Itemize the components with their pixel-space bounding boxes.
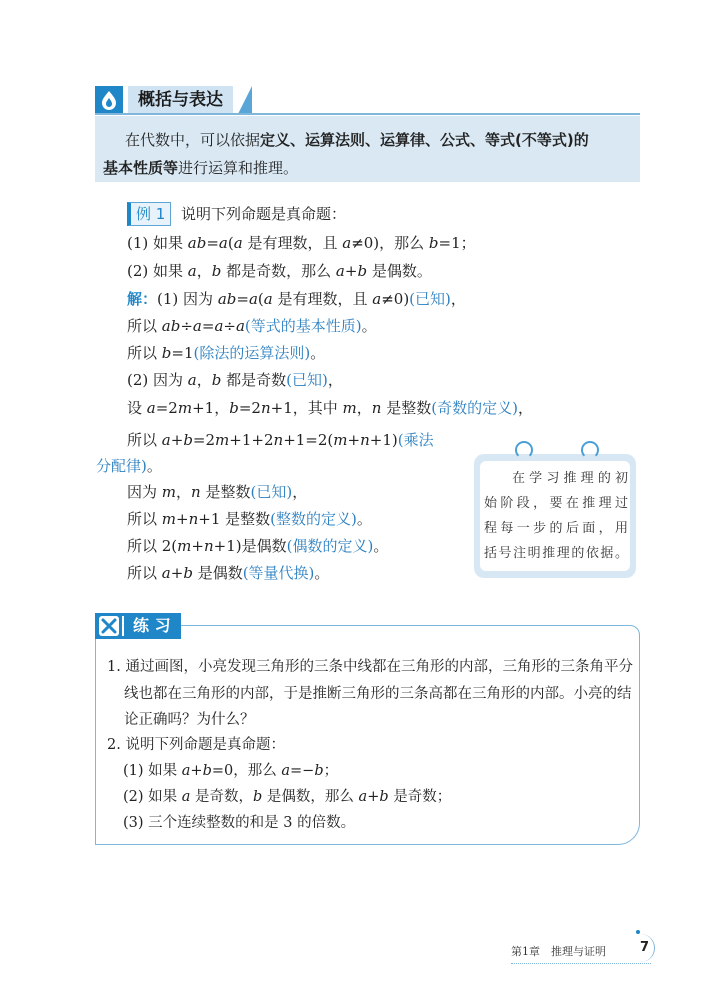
solution-line-1: 解：(1) 因为 ab=a(a 是有理数，且 a≠0)(已知)， bbox=[127, 290, 466, 308]
practice-1-line-1: 1. 通过画图，小亮发现三角形的三条中线都在三角形的内部，三角形的三条角平分 bbox=[107, 659, 633, 675]
practice-tag bbox=[95, 613, 181, 639]
pencil-ruler-icon bbox=[99, 616, 119, 636]
binder-ring-icon bbox=[581, 441, 599, 459]
solution-line-8: 所以 m+n+1 是整数(整数的定义)。 bbox=[127, 510, 372, 528]
footer-chapter: 第1章 推理与证明 bbox=[511, 945, 606, 958]
flame-icon bbox=[95, 86, 123, 114]
summary-box: 在代数中，可以依据定义、运算法则、运算律、公式、等式(不等式)的 基本性质等进行运算和推理。 bbox=[95, 116, 640, 182]
practice-2-item-3: (3) 三个连续整数的和是 3 的倍数。 bbox=[123, 815, 356, 831]
section-title: 概括与表达 bbox=[128, 86, 233, 114]
solution-line-10: 所以 a+b 是偶数(等量代换)。 bbox=[127, 564, 330, 582]
practice-title: 练 习 bbox=[133, 616, 171, 635]
example-tag: 例 1 bbox=[127, 202, 171, 226]
solution-line-6b: 分配律)。 bbox=[96, 457, 162, 475]
question-2: (2) 如果 a，b 都是奇数，那么 a+b 是偶数。 bbox=[127, 262, 432, 280]
solution-line-4: (2) 因为 a，b 都是奇数(已知)， bbox=[127, 371, 343, 389]
solution-line-6: 所以 a+b=2m+1+2n+1=2(m+n+1)(乘法 bbox=[127, 431, 434, 449]
solution-line-9: 所以 2(m+n+1)是偶数(偶数的定义)。 bbox=[127, 537, 389, 555]
footer-dotted-line bbox=[511, 963, 651, 964]
question-1: (1) 如果 ab=a(a 是有理数，且 a≠0)，那么 b=1； bbox=[127, 234, 476, 252]
practice-divider bbox=[122, 616, 124, 636]
practice-1-line-2: 线也都在三角形的内部，于是推断三角形的三条高都在三角形的内部。小亮的结 bbox=[124, 686, 632, 702]
solution-line-2: 所以 ab÷a=a÷a(等式的基本性质)。 bbox=[127, 317, 377, 335]
solution-line-3: 所以 b=1(除法的运算法则)。 bbox=[127, 344, 326, 362]
practice-2-prompt: 2. 说明下列命题是真命题： bbox=[107, 737, 285, 753]
solution-line-7: 因为 m，n 是整数(已知)， bbox=[127, 483, 308, 501]
header-tail bbox=[238, 86, 252, 114]
practice-2-item-1: (1) 如果 a+b=0，那么 a=−b； bbox=[123, 763, 339, 779]
note-text: 在学习推理的初 始阶段，要在推理过 程每一步的后面，用 括号注明推理的依据。 bbox=[484, 471, 628, 561]
binder-ring-icon bbox=[515, 441, 533, 459]
example-prompt: 说明下列命题是真命题： bbox=[181, 205, 347, 223]
header-underline bbox=[95, 113, 640, 115]
practice-2-item-2: (2) 如果 a 是奇数，b 是偶数，那么 a+b 是奇数； bbox=[123, 789, 452, 805]
page-dot bbox=[636, 930, 640, 934]
page-number: 7 bbox=[640, 940, 650, 955]
practice-1-line-3: 论正确吗？为什么？ bbox=[124, 712, 255, 728]
solution-line-5: 设 a=2m+1，b=2n+1，其中 m，n 是整数(奇数的定义)， bbox=[127, 399, 533, 417]
